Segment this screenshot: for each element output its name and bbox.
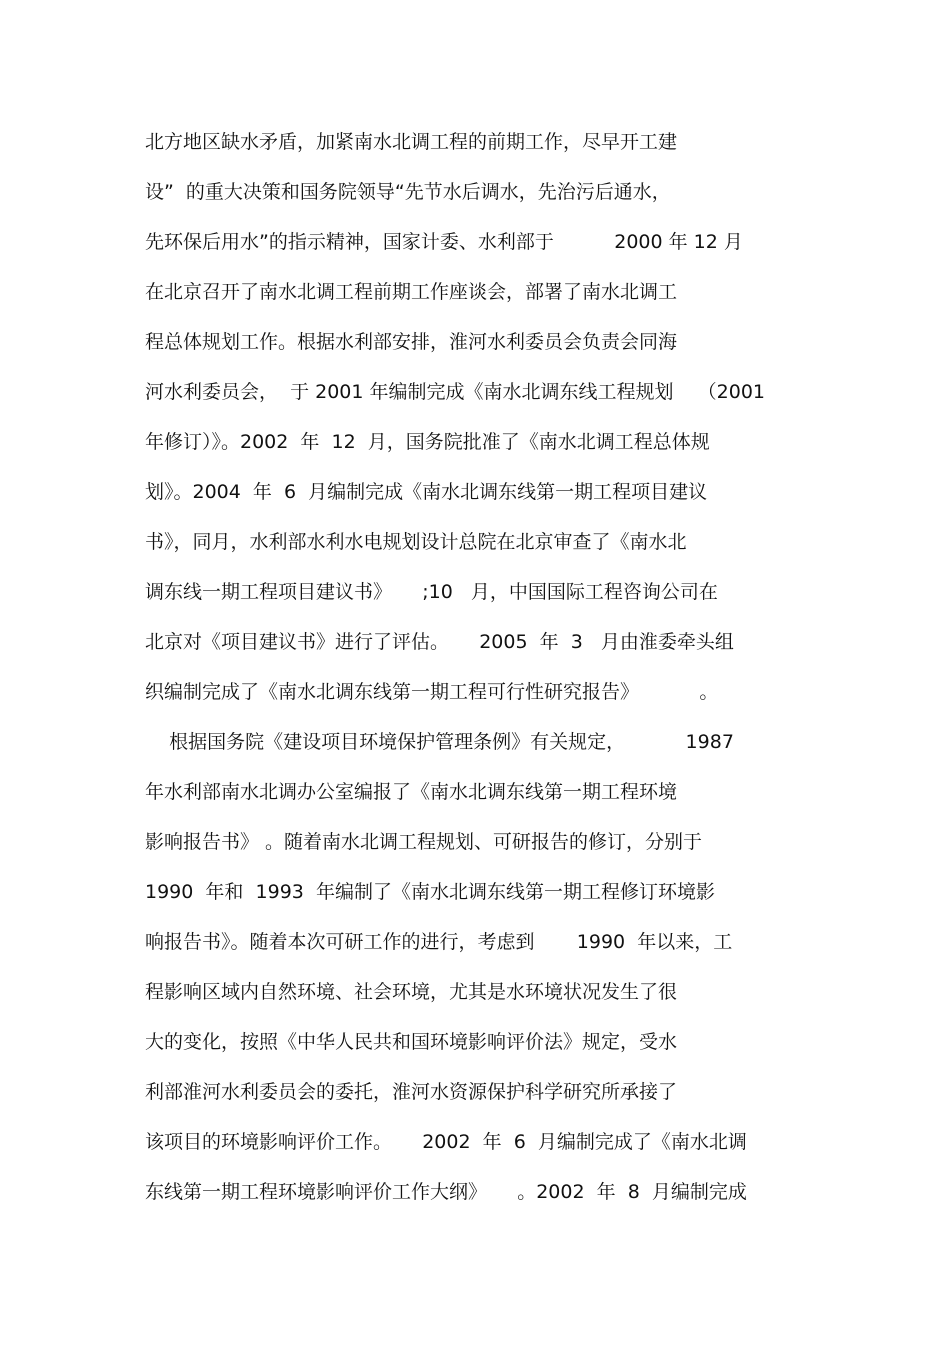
text-line: 书》，同月，水利部水利水电规划设计总院在北京审查了《南水北 [145, 531, 687, 553]
text-line: 织编制完成了《南水北调东线第一期工程可行性研究报告》 。 [145, 681, 719, 703]
text-line: 根据国务院《建设项目环境保护管理条例》有关规定， 1987 [145, 731, 734, 753]
text-line: 程影响区域内自然环境、社会环境，尤其是水环境状况发生了很 [145, 981, 678, 1003]
text-line: 利部淮河水利委员会的委托，淮河水资源保护科学研究所承接了 [145, 1081, 678, 1103]
text-line: 先环保后用水”的指示精神，国家计委、水利部于 2000 年 12 月 [145, 231, 743, 253]
text-line: 该项目的环境影响评价工作。 2002 年 6 月编制完成了《南水北调 [145, 1131, 747, 1153]
text-line: 年修订）》。2002 年 12 月，国务院批准了《南水北调工程总体规 [145, 431, 710, 453]
text-line: 调东线一期工程项目建议书》 ;10 月，中国国际工程咨询公司在 [145, 581, 718, 603]
text-line: 河水利委员会， 于 2001 年编制完成《南水北调东线工程规划 （2001 [145, 381, 766, 403]
text-line: 设” 的重大决策和国务院领导“先节水后调水，先治污后通水， [145, 181, 671, 203]
text-line: 影响报告书》 。随着南水北调工程规划、可研报告的修订，分别于 [145, 831, 703, 853]
text-line: 响报告书》。随着本次可研工作的进行，考虑到 1990 年以来，工 [145, 931, 733, 953]
text-line: 程总体规划工作。根据水利部安排，淮河水利委员会负责会同海 [145, 331, 678, 353]
text-line: 北京对《项目建议书》进行了评估。 2005 年 3 月由淮委牵头组 [145, 631, 734, 653]
text-line: 1990 年和 1993 年编制了《南水北调东线第一期工程修订环境影 [145, 881, 715, 903]
text-line: 在北京召开了南水北调工程前期工作座谈会，部署了南水北调工 [145, 281, 678, 303]
text-line: 划》。2004 年 6 月编制完成《南水北调东线第一期工程项目建议 [145, 481, 708, 503]
text-line: 大的变化，按照《中华人民共和国环境影响评价法》规定，受水 [145, 1031, 678, 1053]
text-line: 北方地区缺水矛盾，加紧南水北调工程的前期工作，尽早开工建 [145, 131, 678, 153]
text-line: 年水利部南水北调办公室编报了《南水北调东线第一期工程环境 [145, 781, 678, 803]
text-line: 东线第一期工程环境影响评价工作大纲》 。2002 年 8 月编制完成 [145, 1181, 747, 1203]
